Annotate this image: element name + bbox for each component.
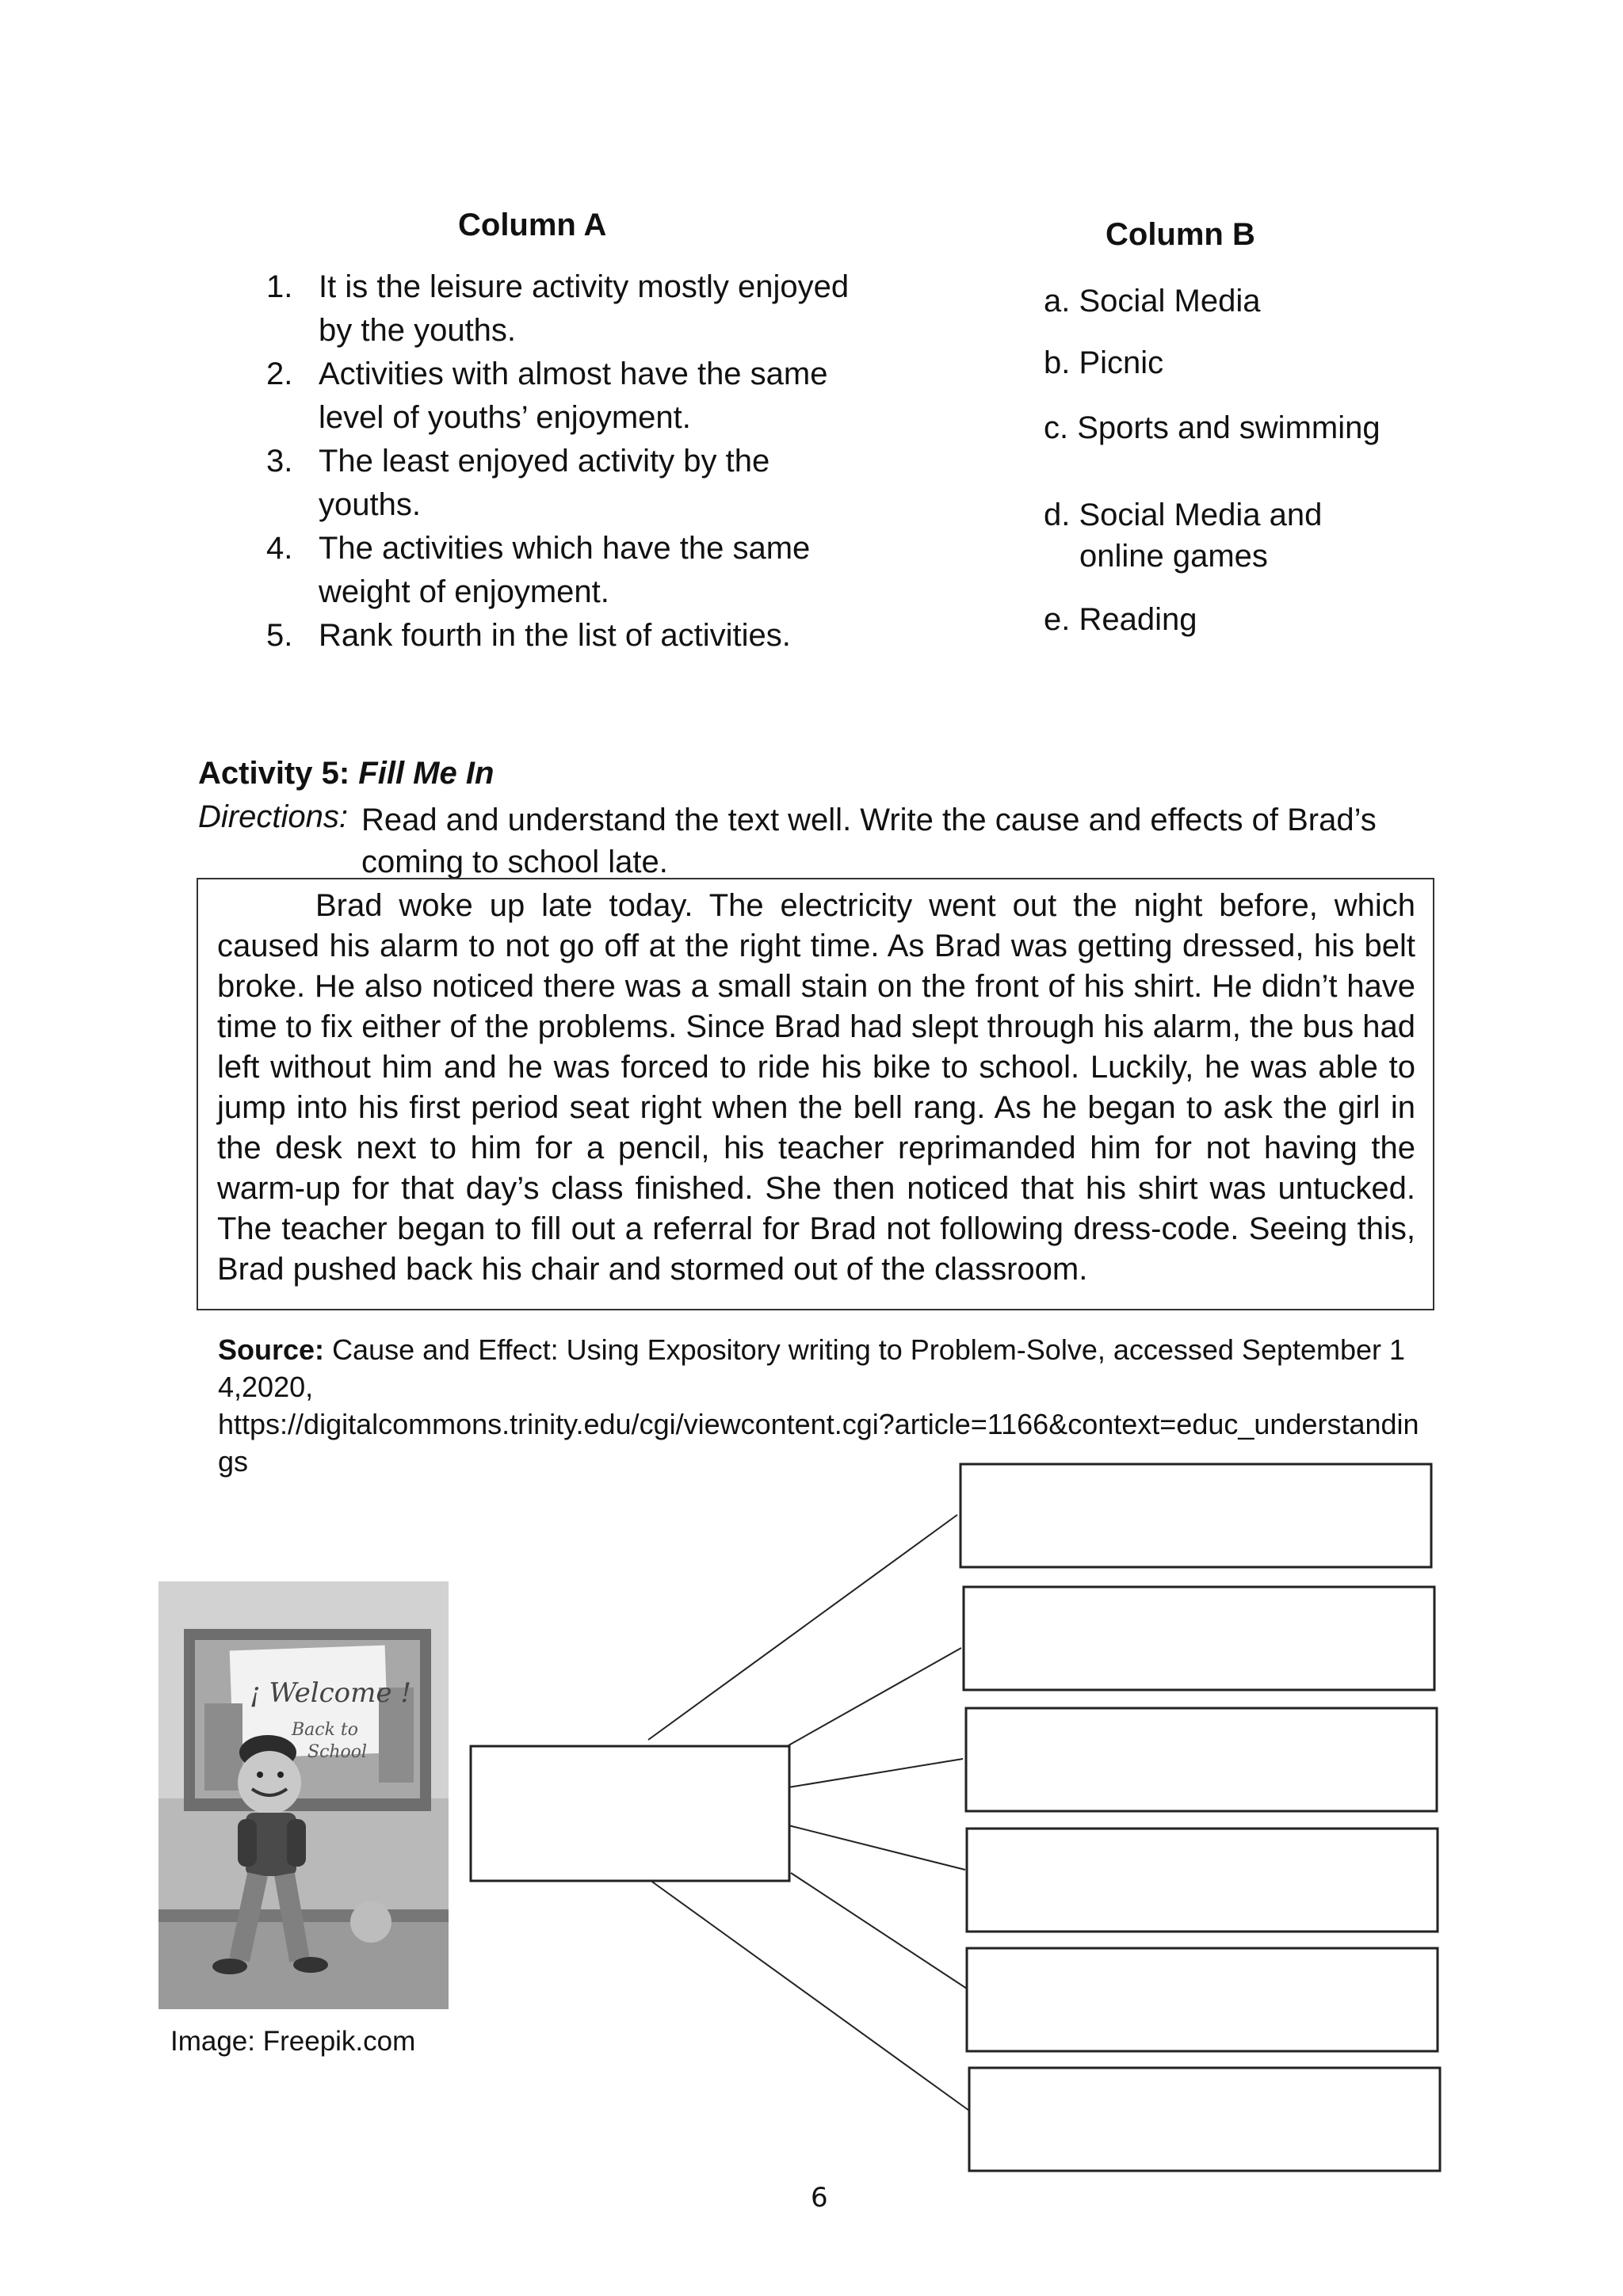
directions-label: Directions: [198, 799, 348, 834]
column-b-title: Column B [1106, 217, 1255, 252]
image-credit: Image: Freepik.com [170, 2026, 416, 2057]
sign-text-back-to: Back to [292, 1720, 359, 1740]
column-b-item: a. Social Media [1044, 284, 1261, 318]
source-text: Cause and Effect: Using Expository writing to Problem-Solve, accessed September 14,2020, [218, 1333, 1406, 1403]
effect-box-1[interactable] [960, 1464, 1431, 1567]
effect-box-3[interactable] [966, 1708, 1437, 1811]
effect-box-6[interactable] [969, 2068, 1440, 2171]
directions-text: Read and understand the text well. Write the cause and effects of Brad’s coming to school late. [361, 803, 1377, 879]
sign-text-school: School [307, 1742, 368, 1762]
column-a-item: 3. The least enjoyed activity by the youths. [266, 444, 770, 522]
sign-text-welcome: ¡ Welcome ! [250, 1677, 411, 1709]
effect-box-5[interactable] [967, 1948, 1438, 2051]
source-url: https://digitalcommons.trinity.edu/cgi/viewcontent.cgi?article=1166&context=educ_understandings [218, 1408, 1419, 1478]
source-label: Source: [218, 1333, 325, 1366]
effect-box-2[interactable] [964, 1587, 1434, 1690]
column-b-item: d. Social Media and [1044, 498, 1323, 532]
column-b-item: b. Picnic [1044, 345, 1164, 380]
back-to-school-illustration [158, 1581, 449, 2009]
column-a-item: 2. Activities with almost have the same level of youths’ enjoyment. [266, 357, 828, 435]
connector-lines [648, 1515, 969, 2111]
column-a-item: 5. Rank fourth in the list of activities. [266, 618, 791, 653]
column-b-item: e. Reading [1044, 602, 1197, 637]
column-a-item: 4. The activities which have the same weight of enjoyment. [266, 531, 811, 609]
activity-title: Activity 5: Fill Me In [198, 756, 495, 791]
column-a-item: 1. It is the leisure activity mostly enjoyed by the youths. [266, 269, 850, 348]
cause-box[interactable] [471, 1746, 789, 1881]
column-b-item: c. Sports and swimming [1044, 410, 1381, 445]
story-text: Brad woke up late today. The electricity went out the night before, which caused his alarm to not go off at the right time. As Brad was getting dressed, his belt broke. He also noticed there was a small stain on the front of his shirt. He didn’t have time to fix either of the problems. Since Brad had slept through his alarm, the bus had left without him and he was forced to ride his bike to school. Luckily, he was able to jump into his first period seat right when the bell rang. As he began to ask the girl in the desk next to him for a pencil, his teacher reprimanded him for not having the warm-up for that day’s class finished. She then noticed that his shirt was untucked. The teacher began to fill out a referral for Brad not following dress-code. Seeing this, Brad pushed back his chair and stormed out of the classroom. [217, 888, 1415, 1287]
column-b-item: online games [1079, 539, 1268, 574]
page-number: 6 [811, 2182, 828, 2214]
effect-box-4[interactable] [967, 1829, 1438, 1932]
column-a-title: Column A [458, 208, 607, 242]
